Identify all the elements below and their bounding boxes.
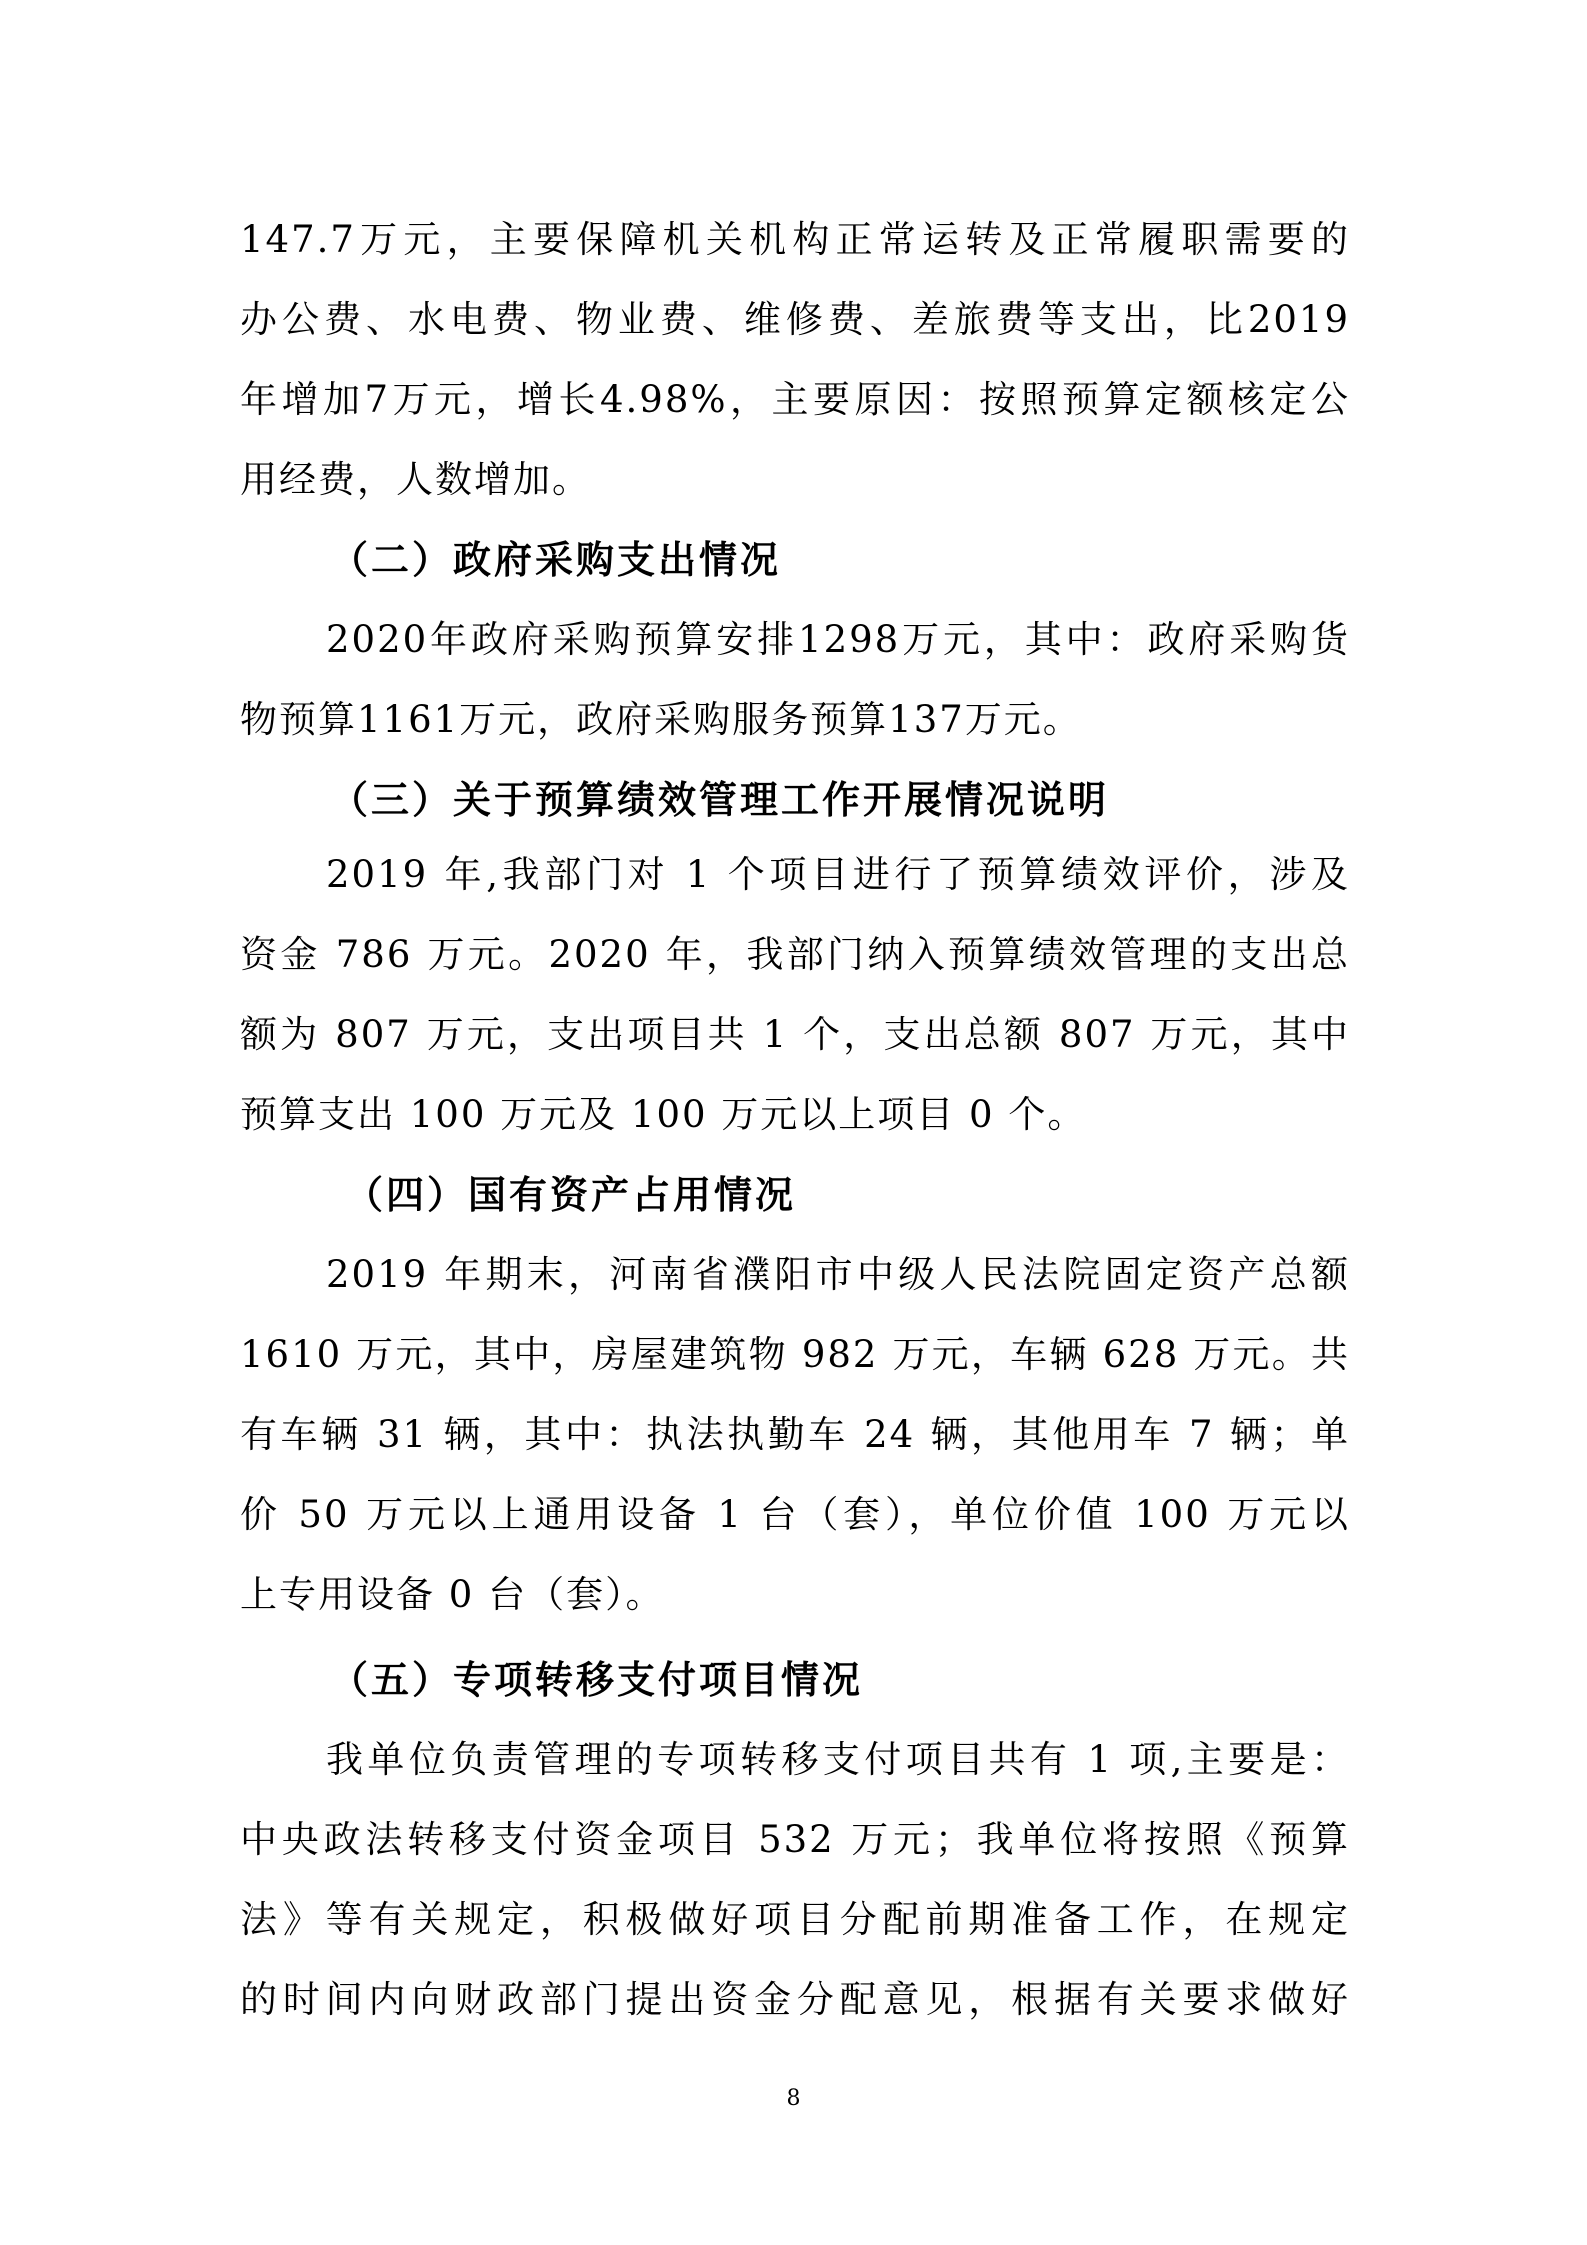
para3-line-1: 2019 年,我部门对 1 个项目进行了预算绩效评价，涉及 [326,853,1350,896]
para4-line-4: 价 50 万元以上通用设备 1 台（套），单位价值 100 万元以 [240,1493,1350,1536]
para5-line-4: 的时间内向财政部门提出资金分配意见，根据有关要求做好 [240,1978,1350,2021]
page-number: 8 [786,2086,801,2111]
para2-line-2: 物预算1161万元，政府采购服务预算137万元。 [240,698,1082,741]
para3-line-2: 资金 786 万元。2020 年，我部门纳入预算绩效管理的支出总 [240,933,1350,976]
para5-line-1: 我单位负责管理的专项转移支付项目共有 1 项,主要是： [326,1738,1350,1781]
para1-line-3: 年增加7万元，增长4.98%，主要原因：按照预算定额核定公 [240,378,1350,421]
section-heading-2: （二）政府采购支出情况 [330,538,782,582]
section-heading-4: （四）国有资产占用情况 [345,1173,797,1217]
section-heading-3: （三）关于预算绩效管理工作开展情况说明 [330,778,1110,822]
para4-line-5: 上专用设备 0 台（套）。 [240,1573,665,1616]
para1-line-1: 147.7万元，主要保障机关机构正常运转及正常履职需要的 [240,218,1350,261]
para2-line-1: 2020年政府采购预算安排1298万元，其中：政府采购货 [326,618,1350,661]
para1-line-2: 办公费、水电费、物业费、维修费、差旅费等支出，比2019 [240,298,1350,341]
para3-line-3: 额为 807 万元，支出项目共 1 个，支出总额 807 万元，其中 [240,1013,1350,1056]
para1-line-4: 用经费，人数增加。 [240,458,591,501]
para4-line-1: 2019 年期末，河南省濮阳市中级人民法院固定资产总额 [326,1253,1350,1296]
para5-line-2: 中央政法转移支付资金项目 532 万元；我单位将按照《预算 [240,1818,1350,1861]
para4-line-3: 有车辆 31 辆，其中：执法执勤车 24 辆，其他用车 7 辆；单 [240,1413,1350,1456]
section-heading-5: （五）专项转移支付项目情况 [330,1658,864,1702]
para4-line-2: 1610 万元，其中，房屋建筑物 982 万元，车辆 628 万元。共 [240,1333,1350,1376]
para3-line-4: 预算支出 100 万元及 100 万元以上项目 0 个。 [240,1093,1087,1136]
para5-line-3: 法》等有关规定，积极做好项目分配前期准备工作，在规定 [240,1898,1350,1941]
